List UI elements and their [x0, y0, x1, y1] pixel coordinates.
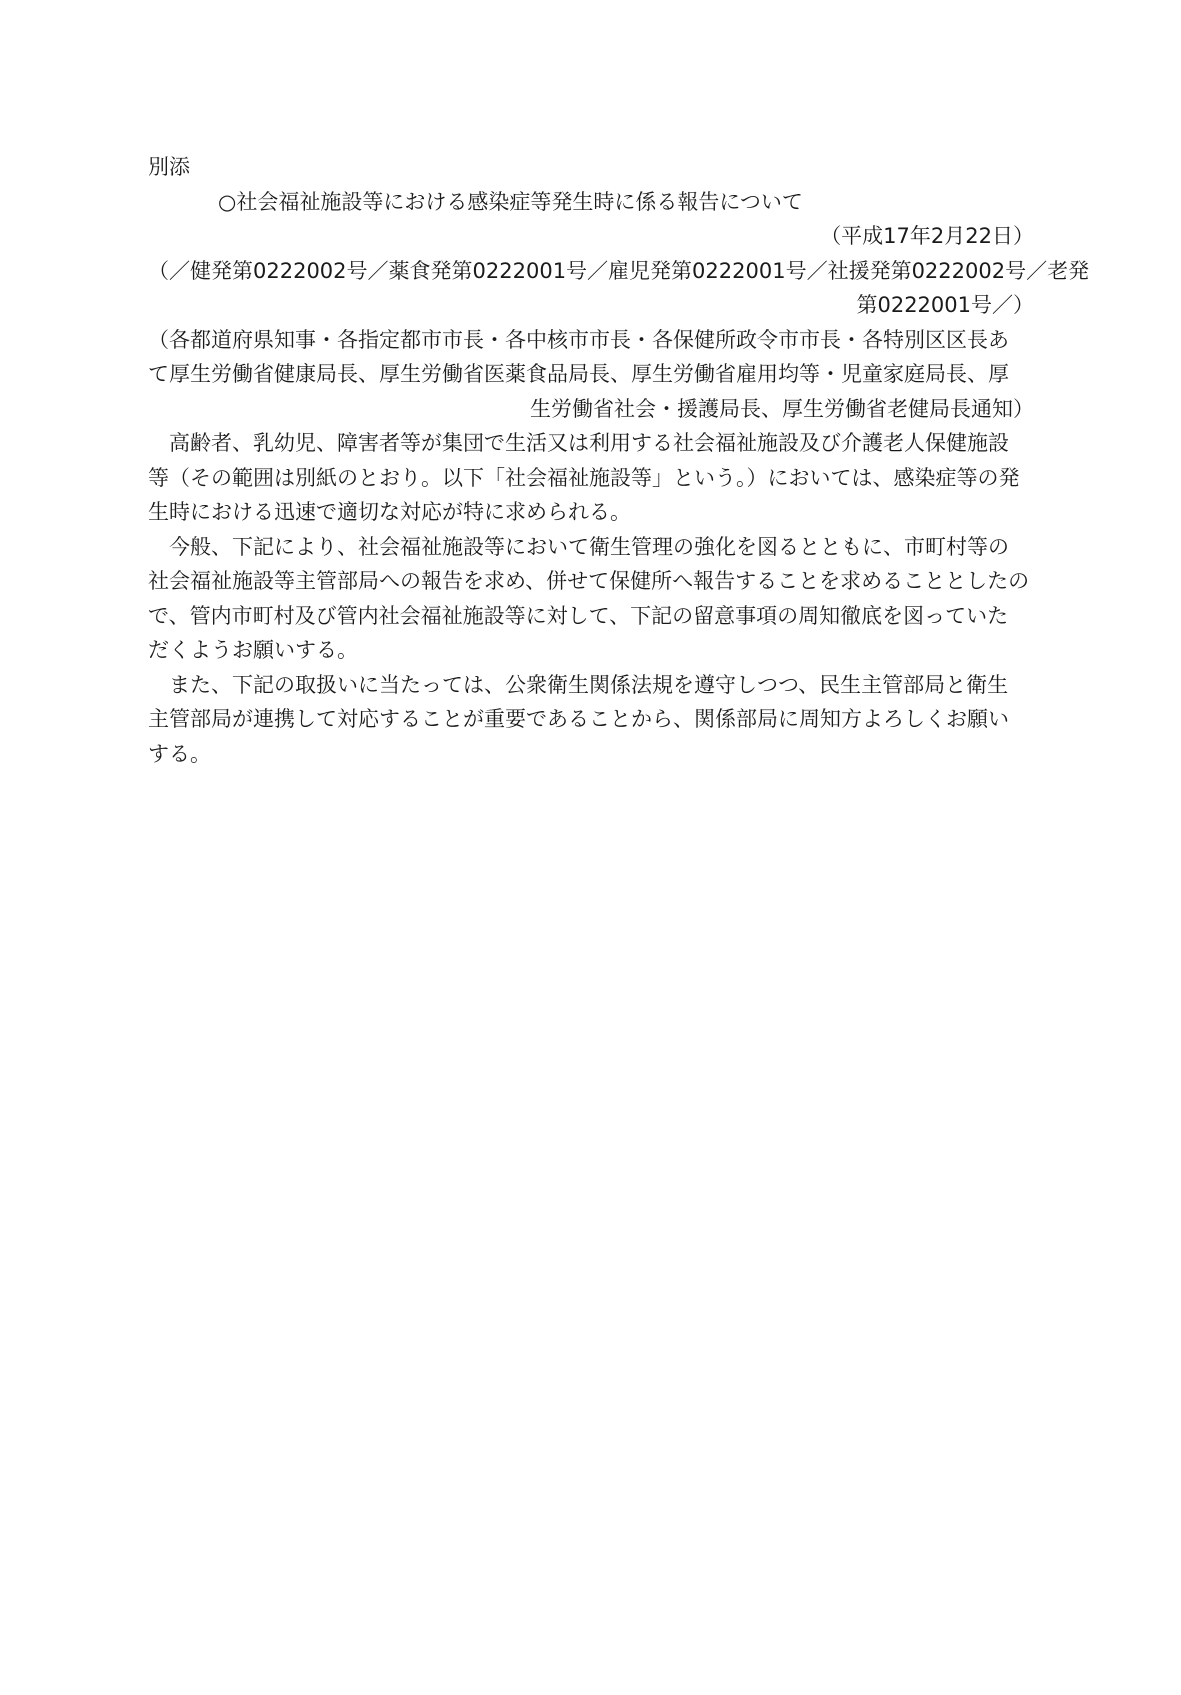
paragraph-line: だくようお願いする。: [148, 638, 358, 662]
paragraph-2: [148, 530, 1034, 668]
addressees-line: て厚生労働省健康局長、厚生労働省医薬食品局長、厚生労働省雇用均等・児童家庭局長、厚: [148, 362, 1009, 386]
notice-numbers: [148, 254, 1090, 323]
document-title: ○社会福祉施設等における感染症等発生時に係る報告について: [218, 189, 803, 214]
issue-date: （平成17年2月22日）: [820, 224, 1034, 248]
paragraph-line: 社会福祉施設等主管部局への報告を求め、併せて保健所へ報告することを求めることとしたの: [148, 569, 1030, 593]
paragraph-3: [148, 668, 1034, 772]
paragraph-line: また、下記の取扱いに当たっては、公衆衛生関係法規を遵守しつつ、民生主管部局と衛生: [148, 672, 1009, 697]
paragraph-line: 等（その範囲は別紙のとおり。以下「社会福祉施設等」という。）においては、感染症等の発: [148, 465, 1020, 490]
addressees-line: （各都道府県知事・各指定都市市長・各中核市市長・各保健所政令市市長・各特別区区長あ: [148, 327, 1009, 352]
notice-numbers-line: 第0222001号／）: [856, 293, 1034, 317]
document-body: [148, 150, 1090, 771]
addressees-line: 生労働省社会・援護局長、厚生労働省老健局長通知）: [530, 396, 1034, 421]
paragraph-line: する。: [148, 741, 211, 766]
paragraph-line: 主管部局が連携して対応することが重要であることから、関係部局に周知方よろしくお願い: [148, 707, 1009, 731]
attachment-label: 別添: [148, 155, 190, 179]
addressees: [148, 323, 1034, 427]
paragraph-line: 高齢者、乳幼児、障害者等が集団で生活又は利用する社会福祉施設及び介護老人保健施設: [148, 431, 1009, 455]
notice-numbers-line: （／健発第0222002号／薬食発第0222001号／雇児発第0222001号／社援発第0222002号／老発: [148, 258, 1090, 283]
paragraph-1: [148, 426, 1034, 530]
paragraph-line: 生時における迅速で適切な対応が特に求められる。: [148, 500, 631, 524]
paragraph-line: で、管内市町村及び管内社会福祉施設等に対して、下記の留意事項の周知徹底を図っていた: [148, 603, 1009, 628]
paragraph-line: 今般、下記により、社会福祉施設等において衛生管理の強化を図るとともに、市町村等の: [148, 534, 1009, 559]
